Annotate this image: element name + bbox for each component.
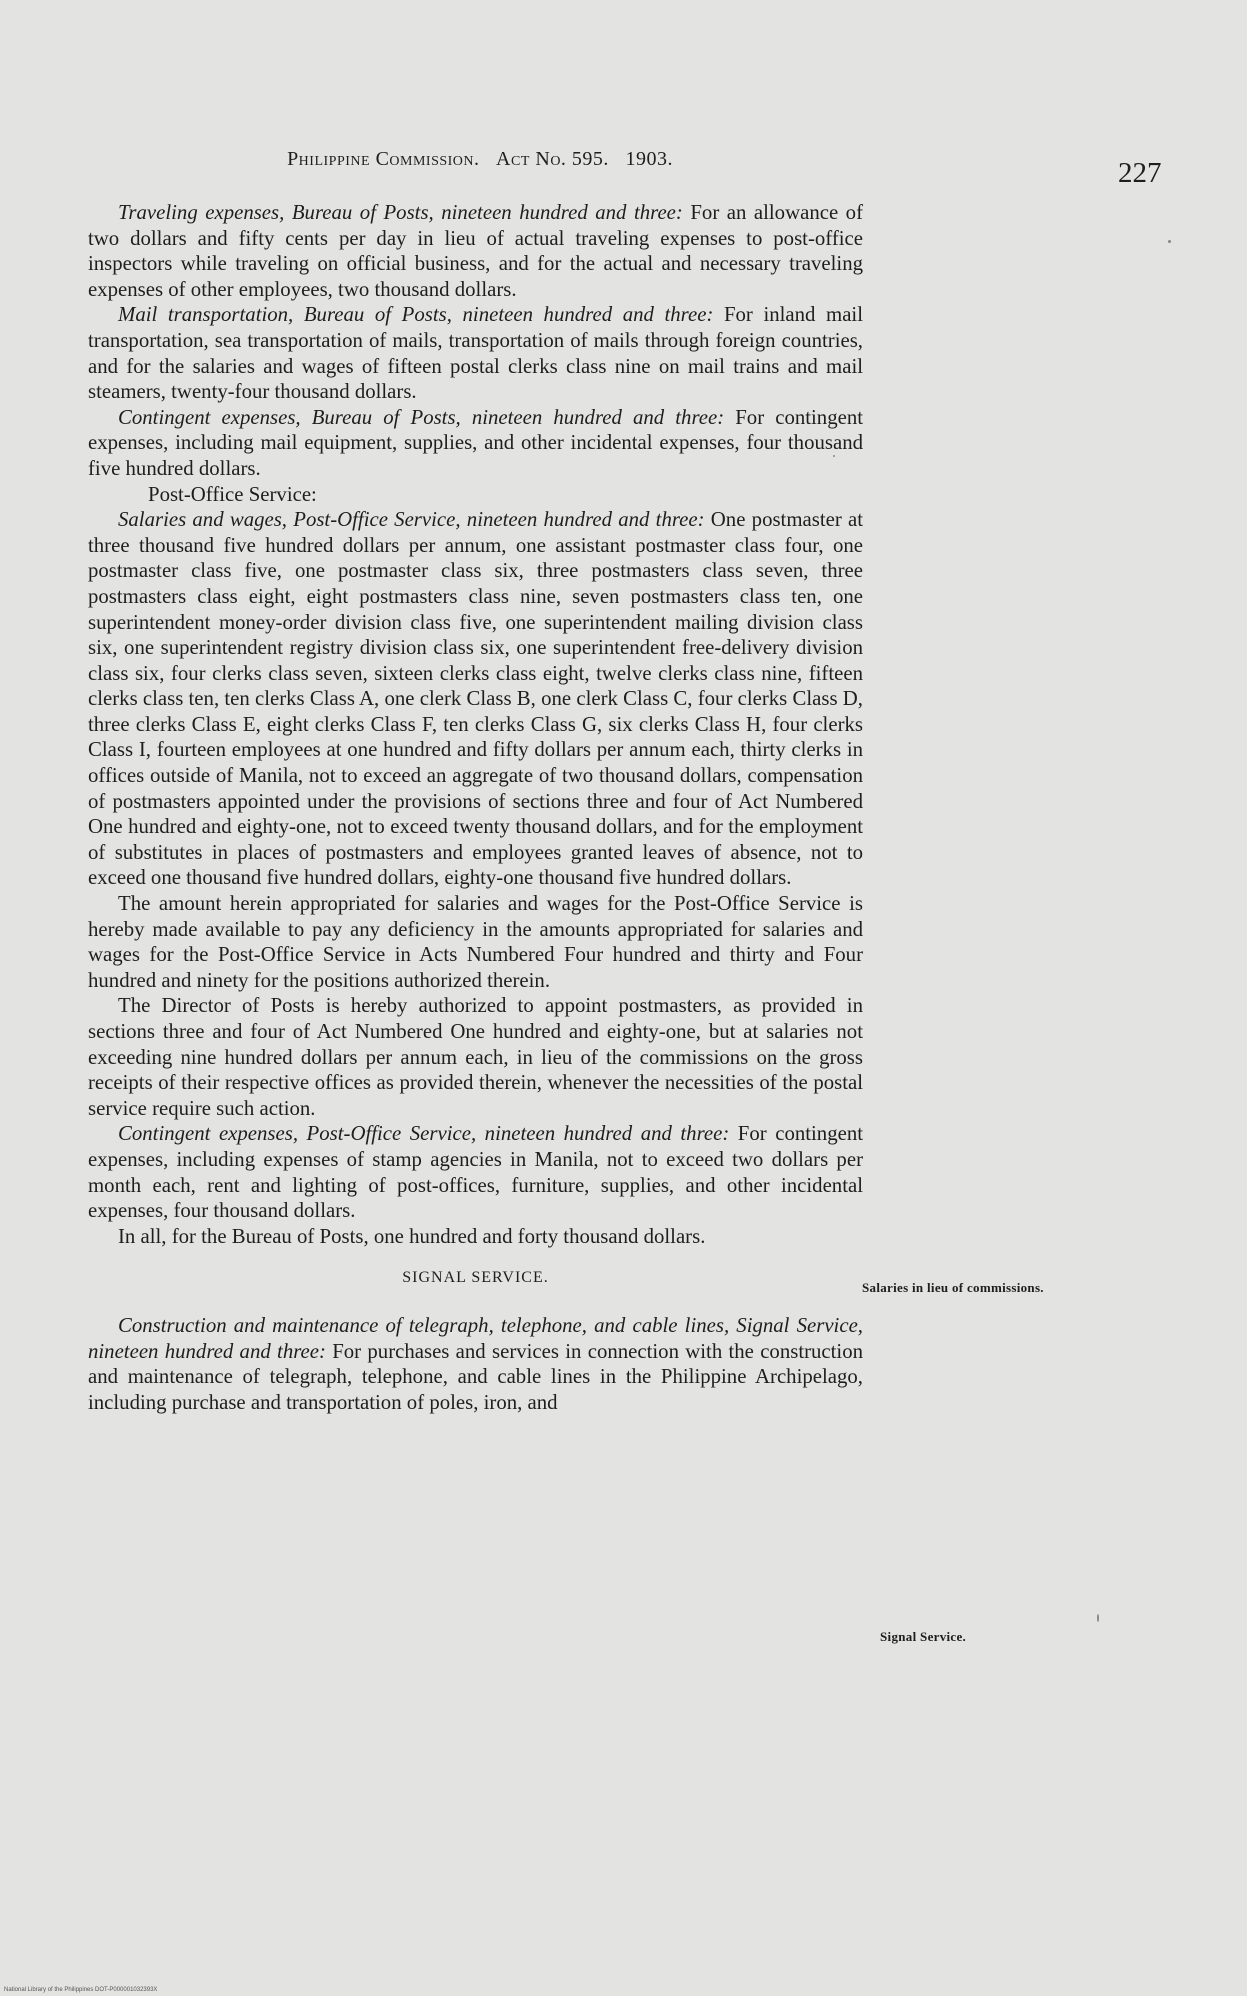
paragraph	[88, 507, 863, 891]
paragraph	[88, 1224, 863, 1250]
page-number: 227	[1118, 157, 1162, 189]
running-header	[190, 148, 770, 171]
paragraph-text: For inland mail transportation, sea transportation of mails, transportation of mails through foreign countries, and for the salaries and wages of fifteen postal clerks class nine on mail trains and mail steamers, twenty-four thousand dollars.	[88, 303, 863, 404]
scan-speck	[833, 455, 835, 457]
paragraph-text: For purchases and services in connection with the construction and maintenance of telegraph, telephone, and cable lines in the Philippine Archipelago, including purchase and transportation of poles, iron, and	[88, 1339, 864, 1414]
paragraph-heading: Traveling expenses, Bureau of Posts, nineteen hundred and three:	[118, 201, 683, 224]
paragraph-text: For contingent expenses, including expenses of stamp agencies in Manila, not to exceed two dollars per month each, rent and lighting of post-offices, furniture, supplies, and other incidental expenses, four thousand dollars.	[88, 1122, 863, 1223]
margin-note-signal-service: Signal Service.	[880, 1629, 967, 1644]
margin-note-salaries: Salaries in lieu of commissions.	[862, 1280, 1044, 1295]
paragraph	[88, 405, 863, 482]
scan-credit: National Library of the Philippines DOT-P000001032393X	[4, 1987, 158, 1993]
header-act: Act No. 595.	[496, 148, 609, 170]
paragraph	[88, 302, 863, 404]
paragraph	[88, 200, 863, 302]
paragraph	[88, 1313, 863, 1415]
body-text	[88, 200, 863, 1415]
section-heading: SIGNAL SERVICE.	[402, 1269, 549, 1287]
paragraph-text: In all, for the Bureau of Posts, one hundred and forty thousand dollars.	[118, 1224, 706, 1248]
paragraph-text: The amount herein appropriated for salaries and wages for the Post-Office Service is hereby made available to pay any deficiency in the amounts appropriated for salaries and wages for the Post-Office Service in Acts Numbered Four hundred and thirty and Four hundred and ninety for the positions authorized therein.	[88, 892, 863, 992]
paragraph-heading: Mail transportation, Bureau of Posts, nineteen hundred and three:	[118, 303, 714, 327]
paragraph-heading: Salaries and wages, Post-Office Service, nineteen hundred and three:	[118, 508, 705, 532]
paragraph-text: The Director of Posts is hereby authorized to appoint postmasters, as provided in sections three and four of Act Numbered One hundred and eighty-one, but at salaries not exceeding nine hundred dollars per annum each, in lieu of the commissions on the gross receipts of their respective offices as provided therein, whenever the necessities of the postal service require such action.	[88, 994, 863, 1120]
paragraph	[88, 1121, 863, 1223]
paragraph-heading: Contingent expenses, Bureau of Posts, nineteen hundred and three:	[118, 405, 725, 429]
paragraph-heading: Construction and maintenance of telegraph, telephone, and cable lines, Signal Service, nineteen hundred and three:	[88, 1313, 863, 1363]
scan-speck	[1097, 1614, 1099, 1622]
paragraph-heading: Contingent expenses, Post-Office Service, nineteen hundred and three:	[118, 1122, 730, 1146]
paragraph-text: For an allowance of two dollars and fifty cents per day in lieu of actual traveling expenses to post-office inspectors while traveling on official business, and for the actual and necessary traveling expenses of other employees, two thousand dollars.	[88, 201, 864, 301]
header-commission: Philippine Commission.	[287, 148, 480, 170]
paragraph-text: One postmaster at three thousand five hundred dollars per annum, one assistant postmaster class four, one postmaster class five, one postmaster class six, three postmasters class seven, three postmasters class eight, eight postmasters class nine, seven postmasters class ten, one superintendent money-order division class five, one superintendent mailing division class six, one superintendent registry division class six, one superintendent free-delivery division class six, four clerks class seven, sixteen clerks class eight, twelve clerks class nine, fifteen clerks class ten, ten clerks Class A, one clerk Class B, one clerk Class C, four clerks Class D, three clerks Class E, eight clerks Class F, ten clerks Class G, six clerks Class H, four clerks Class I, fourteen employees at one hundred and fifty dollars per annum each, thirty clerks in offices outside of Manila, not to exceed an aggregate of two thousand dollars, compensation of postmasters appointed under the provisions of sections three and four of Act Numbered One hundred and eighty-one, not to exceed twenty thousand dollars, and for the employment of substitutes in places of postmasters and employees granted leaves of absence, not to exceed one thousand five hundred dollars, eighty-one thousand five hundred dollars.	[88, 508, 864, 890]
paragraph	[88, 891, 863, 993]
paragraph-text: For contingent expenses, including mail equipment, supplies, and other incidental expenses, four thousand five hundred dollars.	[88, 405, 863, 480]
subheading: Post-Office Service:	[148, 482, 317, 506]
scan-speck	[1168, 240, 1171, 243]
header-year: 1903.	[625, 148, 673, 170]
paragraph	[88, 993, 863, 1121]
